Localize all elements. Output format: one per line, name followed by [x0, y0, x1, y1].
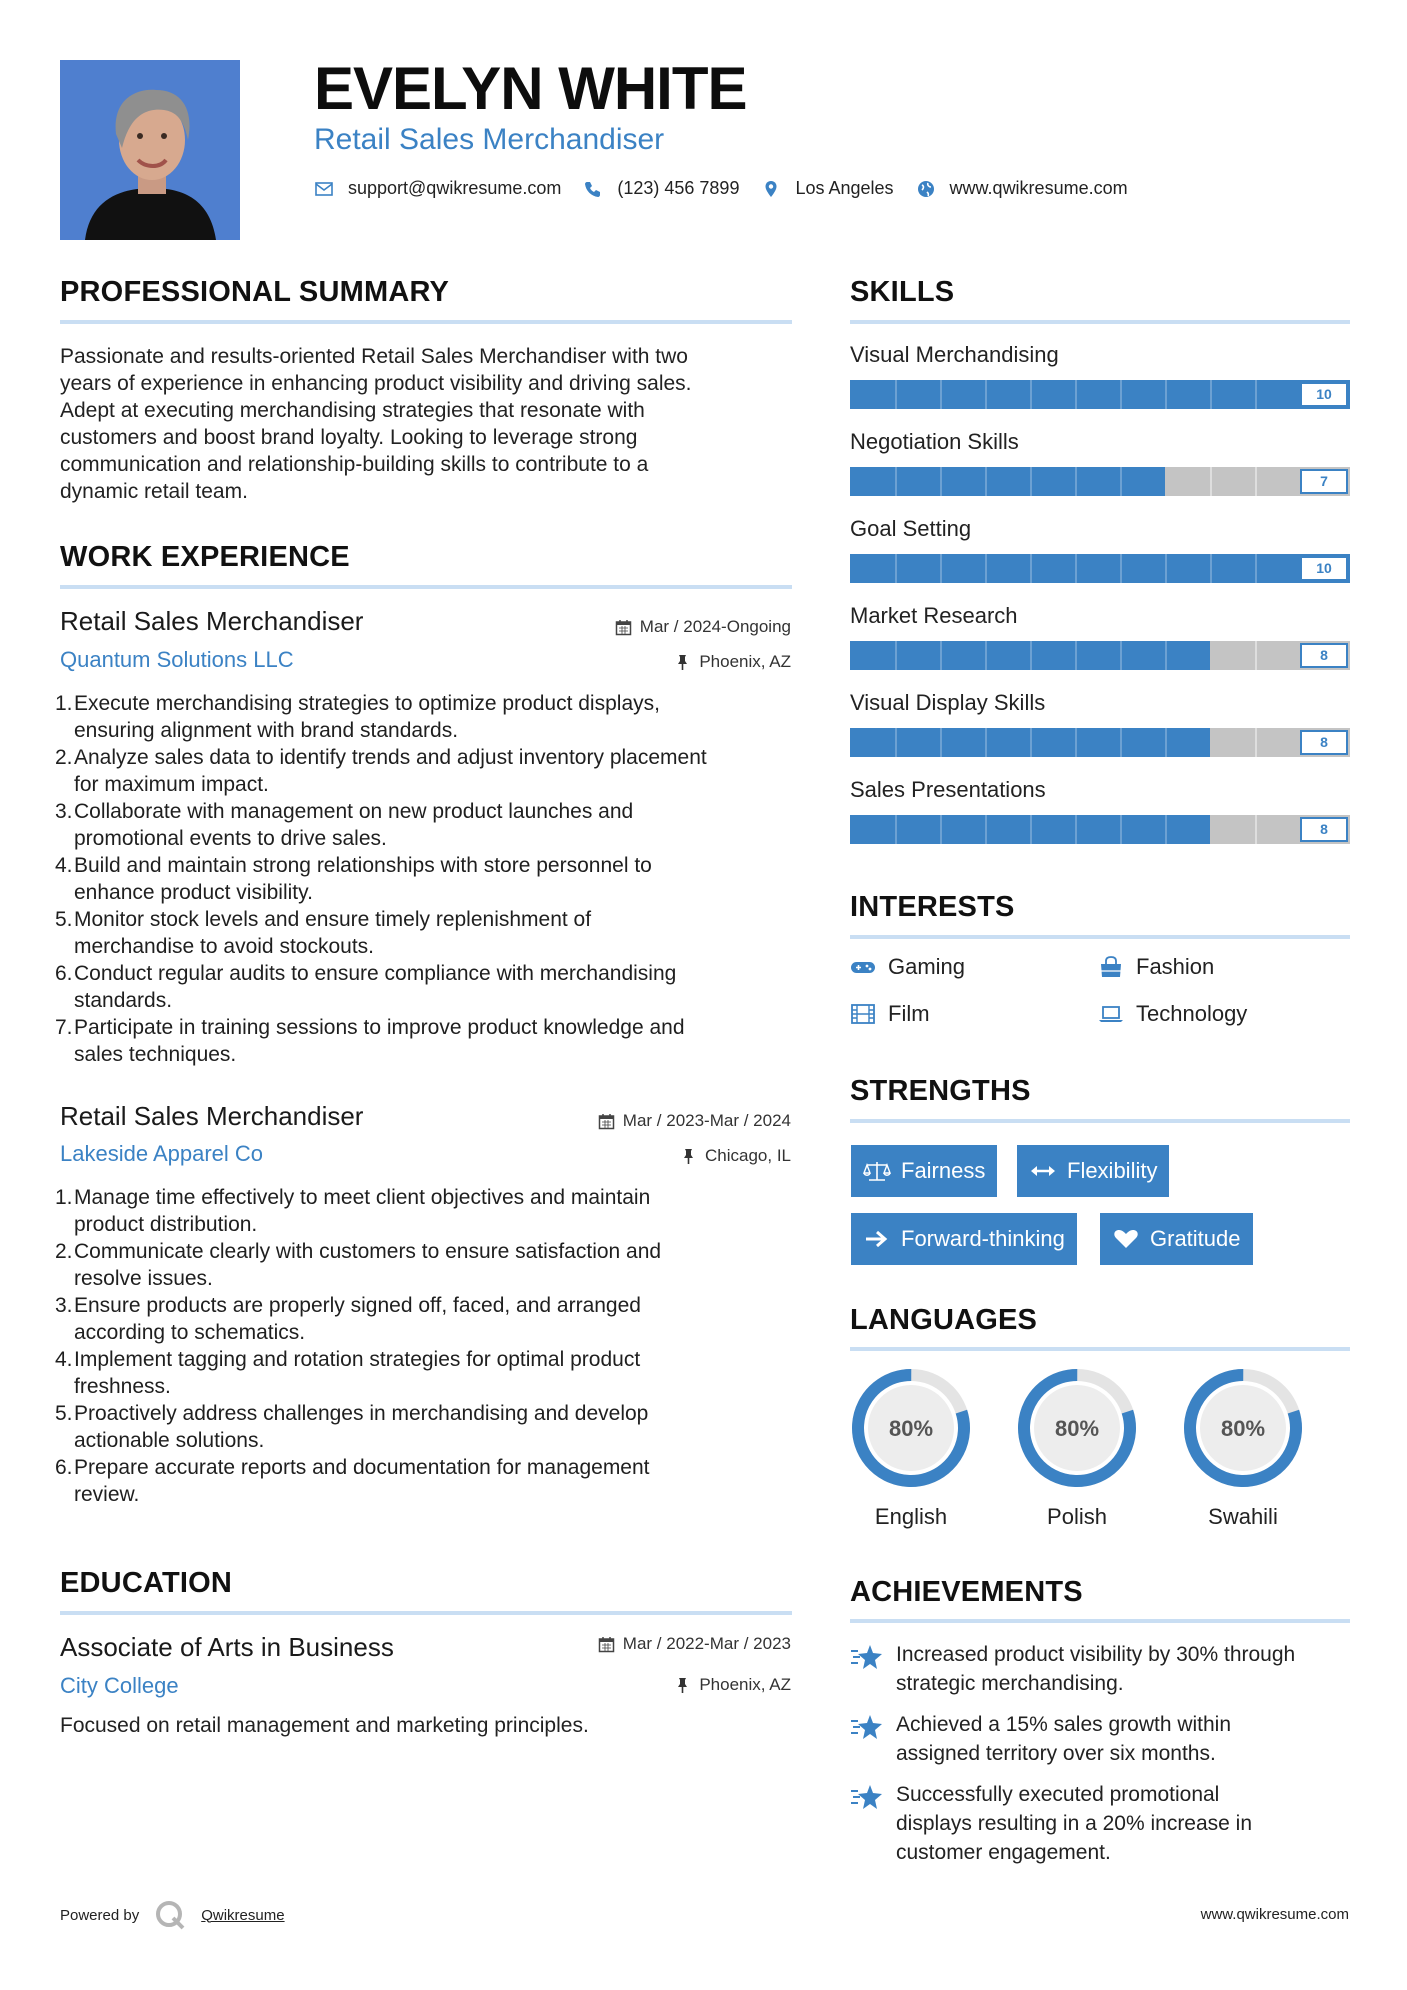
interest-label: Film — [888, 1001, 930, 1026]
skill-bar-divider — [985, 380, 987, 409]
job-location-text: Phoenix, AZ — [699, 652, 791, 671]
list-number: 5. — [55, 1402, 73, 1425]
skill-bar-divider — [1255, 728, 1257, 757]
skill-item — [850, 690, 1350, 757]
skill-bar-divider — [1030, 728, 1032, 757]
skill-bar-divider — [1030, 641, 1032, 670]
heart-icon — [1112, 1228, 1140, 1250]
skill-bar — [850, 554, 1350, 583]
list-number: 6. — [55, 962, 73, 985]
skill-bar-divider — [895, 728, 897, 757]
list-number: 3. — [55, 1294, 73, 1317]
calendar-icon — [598, 1636, 615, 1653]
skill-bar-divider — [1075, 554, 1077, 583]
list-number: 6. — [55, 1456, 73, 1479]
job-location-text: Chicago, IL — [705, 1146, 791, 1165]
contact-bar — [314, 178, 1150, 199]
contact-location — [761, 178, 893, 199]
skill-bar-divider — [1120, 641, 1122, 670]
skill-score: 8 — [1300, 817, 1348, 842]
summary-line: years of experience in enhancing product visibility and driving sales. — [60, 372, 692, 395]
achievement-item — [850, 1780, 1360, 1867]
list-item — [55, 960, 800, 1014]
list-text: for maximum impact. — [74, 773, 269, 796]
list-text: Communicate clearly with customers to ensure satisfaction and — [74, 1240, 662, 1263]
list-item — [55, 798, 800, 852]
contact-email[interactable] — [314, 178, 561, 199]
list-text: enhance product visibility. — [74, 881, 313, 904]
skill-bar-divider — [1120, 815, 1122, 844]
strength-tag — [851, 1213, 1077, 1265]
list-item — [55, 1238, 800, 1292]
skill-bar-divider — [985, 815, 987, 844]
language-percent: 80% — [1220, 1416, 1266, 1441]
profile-photo — [60, 60, 240, 240]
list-text: Proactively address challenges in merchandising and develop — [74, 1402, 649, 1425]
list-text: ensuring alignment with brand standards. — [74, 719, 459, 742]
strengths-heading: STRENGTHS — [850, 1075, 1031, 1107]
job-responsibilities — [55, 1184, 800, 1508]
list-text: Implement tagging and rotation strategies for optimal product — [74, 1348, 641, 1371]
list-text: Conduct regular audits to ensure compliance with merchandising — [74, 962, 677, 985]
list-number: 4. — [55, 1348, 73, 1371]
achievement-text — [896, 1780, 1252, 1867]
list-text: Ensure products are properly signed off, faced, and arranged — [74, 1294, 641, 1317]
achievement-line: strategic merchandising. — [896, 1672, 1124, 1695]
skill-bar-fill — [850, 380, 1350, 409]
skill-label: Market Research — [850, 603, 1018, 628]
skill-bar-divider — [1255, 641, 1257, 670]
education-location — [674, 1675, 791, 1695]
list-item — [55, 1184, 800, 1238]
calendar-icon — [615, 619, 632, 636]
achievement-text — [896, 1640, 1295, 1698]
skill-item — [850, 342, 1350, 409]
skill-bar — [850, 467, 1350, 496]
list-item — [55, 1346, 800, 1400]
skill-score: 10 — [1300, 382, 1348, 407]
achievement-line: Increased product visibility by 30% through — [896, 1643, 1296, 1666]
strength-label: Gratitude — [1150, 1226, 1241, 1251]
list-text: review. — [74, 1483, 140, 1506]
skill-bar-divider — [895, 380, 897, 409]
list-text: merchandise to avoid stockouts. — [74, 935, 374, 958]
skill-bar-divider — [1255, 380, 1257, 409]
education-dates — [598, 1634, 791, 1654]
achievements-rule — [850, 1619, 1350, 1623]
achievement-line: displays resulting in a 20% increase in — [896, 1812, 1253, 1835]
list-text: sales techniques. — [74, 1043, 237, 1066]
list-text: freshness. — [74, 1375, 171, 1398]
experience-heading: WORK EXPERIENCE — [60, 541, 350, 573]
shopping-bag-icon — [1098, 956, 1124, 978]
summary-line: communication and relationship-building skills to contribute to a — [60, 453, 649, 476]
job-title: Retail Sales Merchandiser — [60, 606, 364, 636]
skill-bar-divider — [940, 815, 942, 844]
skill-bar — [850, 641, 1350, 670]
skill-bar-divider — [1030, 380, 1032, 409]
skill-bar-divider — [940, 380, 942, 409]
achievement-item — [850, 1640, 1360, 1698]
list-item — [55, 852, 800, 906]
job-dates — [598, 1111, 791, 1131]
strength-tag — [851, 1145, 997, 1197]
star-icon — [850, 1642, 884, 1672]
skill-bar-divider — [940, 467, 942, 496]
education-location-text: Phoenix, AZ — [699, 1675, 791, 1694]
skill-bar-divider — [1075, 728, 1077, 757]
skill-bar-divider — [1120, 467, 1122, 496]
interests-rule — [850, 935, 1350, 939]
skill-score: 8 — [1300, 643, 1348, 668]
skill-bar-divider — [1030, 815, 1032, 844]
arrows-h-icon — [1029, 1160, 1057, 1182]
language-item — [849, 1366, 973, 1530]
interest-label: Gaming — [888, 954, 966, 979]
list-text: Monitor stock levels and ensure timely replenishment of — [74, 908, 592, 931]
interest-item — [850, 1001, 930, 1027]
degree-title: Associate of Arts in Business — [60, 1632, 394, 1662]
strength-label: Fairness — [901, 1158, 986, 1183]
list-text: Manage time effectively to meet client objectives and maintain — [74, 1186, 651, 1209]
languages-heading: LANGUAGES — [850, 1304, 1038, 1336]
strength-tag — [1100, 1213, 1253, 1265]
education-rule — [60, 1611, 792, 1615]
skill-bar-divider — [895, 554, 897, 583]
skill-label: Visual Merchandising — [850, 342, 1059, 367]
footer-website[interactable]: www.qwikresume.com — [1200, 1906, 1349, 1923]
school-name[interactable]: City College — [60, 1673, 179, 1698]
list-text: Collaborate with management on new product launches and — [74, 800, 634, 823]
list-item — [55, 744, 800, 798]
interest-item — [1098, 1001, 1247, 1027]
contact-email-text: support@qwikresume.com — [348, 178, 562, 198]
skill-item — [850, 516, 1350, 583]
calendar-icon — [598, 1113, 615, 1130]
summary-line: Adept at executing merchandising strategies that resonate with — [60, 399, 645, 422]
languages-rule — [850, 1347, 1350, 1351]
job-dates-text: Mar / 2023-Mar / 2024 — [622, 1111, 791, 1130]
skill-bar-fill — [850, 554, 1350, 583]
skill-bar — [850, 815, 1350, 844]
phone-icon — [583, 179, 603, 199]
list-text: Analyze sales data to identify trends and adjust inventory placement — [74, 746, 707, 769]
skill-bar-divider — [1120, 554, 1122, 583]
contact-location-text: Los Angeles — [795, 178, 894, 198]
summary-rule — [60, 320, 792, 324]
balance-scale-icon — [863, 1160, 891, 1182]
achievement-line: assigned territory over six months. — [896, 1742, 1216, 1765]
candidate-name: EVELYN WHITE — [314, 55, 747, 122]
skill-bar-divider — [985, 641, 987, 670]
skill-bar-divider — [1075, 467, 1077, 496]
interest-label: Fashion — [1136, 954, 1215, 979]
contact-phone[interactable] — [583, 178, 739, 199]
list-item — [55, 1400, 800, 1454]
thumbtack-icon — [674, 654, 691, 671]
contact-website[interactable] — [916, 178, 1128, 199]
summary-text — [60, 343, 800, 505]
job-title: Retail Sales Merchandiser — [60, 1101, 364, 1131]
skill-bar-divider — [1255, 815, 1257, 844]
skill-bar-divider — [1030, 554, 1032, 583]
list-item — [55, 690, 800, 744]
language-ring — [1181, 1366, 1305, 1490]
skill-bar-divider — [940, 641, 942, 670]
powered-by-text: Powered by — [60, 1906, 140, 1924]
skill-bar-divider — [985, 467, 987, 496]
achievement-line: customer engagement. — [896, 1841, 1111, 1864]
list-text: Execute merchandising strategies to optimize product displays, — [74, 692, 660, 715]
skill-label: Goal Setting — [850, 516, 972, 541]
skill-item — [850, 777, 1350, 844]
brand-link[interactable]: Qwikresume — [201, 1906, 285, 1924]
skill-bar-divider — [1075, 380, 1077, 409]
skill-bar-divider — [1120, 380, 1122, 409]
language-ring — [849, 1366, 973, 1490]
star-icon — [850, 1782, 884, 1812]
skill-bar-divider — [940, 554, 942, 583]
experience-rule — [60, 585, 792, 589]
list-item — [55, 1014, 800, 1068]
language-percent: 80% — [888, 1416, 934, 1441]
skill-item — [850, 603, 1350, 670]
list-number: 3. — [55, 800, 73, 823]
education-description: Focused on retail management and marketing principles. — [60, 1714, 589, 1737]
list-number: 4. — [55, 854, 73, 877]
skill-bar-divider — [1030, 467, 1032, 496]
skill-bar-divider — [1255, 467, 1257, 496]
skill-bar-divider — [940, 728, 942, 757]
skill-bar-divider — [1120, 728, 1122, 757]
job-dates-text: Mar / 2024-Ongoing — [639, 617, 791, 636]
envelope-icon — [314, 179, 334, 199]
skill-bar-divider — [1210, 467, 1212, 496]
achievement-line: Achieved a 15% sales growth within — [896, 1713, 1232, 1736]
contact-phone-text: (123) 456 7899 — [617, 178, 740, 198]
skill-bar-divider — [1210, 554, 1212, 583]
list-text: actionable solutions. — [74, 1429, 265, 1452]
interest-label: Technology — [1136, 1001, 1248, 1026]
company-name[interactable]: Lakeside Apparel Co — [60, 1141, 264, 1166]
list-item — [55, 1454, 800, 1508]
interests-heading: INTERESTS — [850, 891, 1015, 923]
map-marker-icon — [761, 179, 781, 199]
strengths-rule — [850, 1119, 1350, 1123]
list-text: according to schematics. — [74, 1321, 306, 1344]
list-number: 5. — [55, 908, 73, 931]
contact-website-text: www.qwikresume.com — [949, 178, 1128, 198]
gamepad-icon — [850, 956, 876, 978]
skill-bar-divider — [1165, 554, 1167, 583]
skills-heading: SKILLS — [850, 276, 955, 308]
thumbtack-icon — [680, 1148, 697, 1165]
star-icon — [850, 1712, 884, 1742]
skill-bar-divider — [1165, 641, 1167, 670]
language-percent: 80% — [1054, 1416, 1100, 1441]
skill-bar-fill — [850, 467, 1165, 496]
job-dates — [615, 617, 791, 637]
arrow-right-icon — [863, 1228, 891, 1250]
film-icon — [850, 1003, 876, 1025]
list-number: 1. — [55, 692, 73, 715]
skill-label: Negotiation Skills — [850, 429, 1019, 454]
skill-bar-divider — [1075, 641, 1077, 670]
strength-label: Flexibility — [1067, 1158, 1158, 1183]
list-text: product distribution. — [74, 1213, 258, 1236]
skill-score: 10 — [1300, 556, 1348, 581]
list-text: standards. — [74, 989, 173, 1012]
skill-bar-divider — [1165, 815, 1167, 844]
skill-bar — [850, 380, 1350, 409]
list-number: 1. — [55, 1186, 73, 1209]
job-location — [680, 1146, 791, 1166]
summary-line: customers and boost brand loyalty. Looking to leverage strong — [60, 426, 638, 449]
qwikresume-logo-icon — [153, 1898, 187, 1932]
skill-score: 7 — [1300, 469, 1348, 494]
skill-bar-divider — [1075, 815, 1077, 844]
list-text: Build and maintain strong relationships with store personnel to — [74, 854, 652, 877]
job-location — [674, 652, 791, 672]
language-item — [1181, 1366, 1305, 1530]
job-responsibilities — [55, 690, 800, 1068]
skill-bar — [850, 728, 1350, 757]
list-text: promotional events to drive sales. — [74, 827, 387, 850]
strength-tag — [1017, 1145, 1169, 1197]
summary-line: dynamic retail team. — [60, 480, 248, 503]
list-text: Participate in training sessions to improve product knowledge and — [74, 1016, 685, 1039]
education-heading: EDUCATION — [60, 1567, 233, 1599]
education-dates-text: Mar / 2022-Mar / 2023 — [622, 1634, 791, 1653]
achievement-item — [850, 1710, 1360, 1768]
candidate-title: Retail Sales Merchandiser — [314, 123, 665, 156]
skill-bar-divider — [895, 641, 897, 670]
interest-item — [850, 954, 965, 980]
skill-score: 8 — [1300, 730, 1348, 755]
skill-bar-divider — [985, 554, 987, 583]
language-ring — [1015, 1366, 1139, 1490]
skill-bar-divider — [895, 815, 897, 844]
list-number: 2. — [55, 1240, 73, 1263]
language-item — [1015, 1366, 1139, 1530]
skill-bar-divider — [985, 728, 987, 757]
summary-heading: PROFESSIONAL SUMMARY — [60, 276, 450, 308]
skill-bar-divider — [1165, 380, 1167, 409]
skill-label: Sales Presentations — [850, 777, 1046, 802]
language-name: English — [874, 1504, 948, 1529]
globe-icon — [916, 179, 936, 199]
achievement-text — [896, 1710, 1231, 1768]
list-item — [55, 1292, 800, 1346]
summary-line: Passionate and results-oriented Retail Sales Merchandiser with two — [60, 345, 688, 368]
list-text: Prepare accurate reports and documentation for management — [74, 1456, 650, 1479]
footer-powered-by — [60, 1898, 285, 1932]
list-item — [55, 906, 800, 960]
interest-item — [1098, 954, 1214, 980]
skill-label: Visual Display Skills — [850, 690, 1046, 715]
skill-item — [850, 429, 1350, 496]
achievement-line: Successfully executed promotional — [896, 1783, 1220, 1806]
skills-rule — [850, 320, 1350, 324]
skill-bar-divider — [1255, 554, 1257, 583]
skill-bar-divider — [1165, 728, 1167, 757]
thumbtack-icon — [674, 1677, 691, 1694]
language-name: Polish — [1047, 1504, 1107, 1529]
laptop-icon — [1098, 1003, 1124, 1025]
language-name: Swahili — [1208, 1504, 1278, 1529]
strength-label: Forward-thinking — [901, 1226, 1065, 1251]
achievements-heading: ACHIEVEMENTS — [850, 1576, 1083, 1608]
list-number: 2. — [55, 746, 73, 769]
list-number: 7. — [55, 1016, 73, 1039]
skill-bar-divider — [1210, 380, 1212, 409]
company-name[interactable]: Quantum Solutions LLC — [60, 647, 294, 672]
list-text: resolve issues. — [74, 1267, 213, 1290]
skill-bar-divider — [895, 467, 897, 496]
